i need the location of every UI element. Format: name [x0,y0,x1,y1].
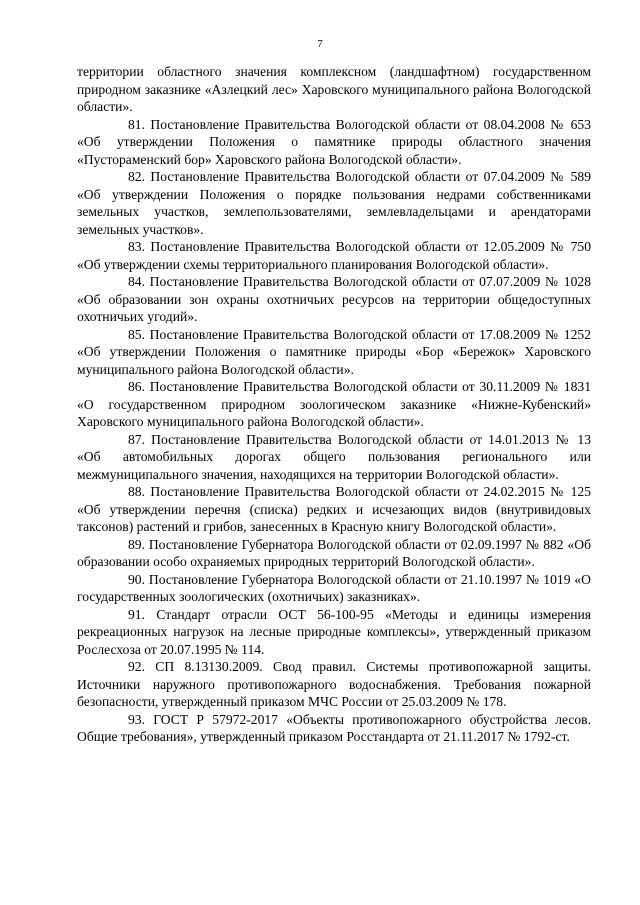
list-item-91: 91. Стандарт отрасли ОСТ 56-100-95 «Методы и единицы измерения рекреационных нагрузок на лесные природные комплексы», утвержденный приказом Рослесхоза от 20.07.1995 № 114. [77,606,591,657]
list-item-88: 88. Постановление Правительства Вологодской области от 24.02.2015 № 125 «Об утверждении перечня (списка) редких и исчезающих видов (внутривидовых таксонов) растений и грибов, занесенных в Красную книгу Вологодской области». [77,484,591,534]
continuation-paragraph: территории областного значения комплексном (ландшафтном) государственном природном заказнике «Азлецкий лес» Харовского муниципального района Вологодской области». [77,64,591,114]
list-item-92: 92. СП 8.13130.2009. Свод правил. Системы противопожарной защиты. Источники наружного противопожарного водоснабжения. Требования пожарной безопасности, утвержденный приказом МЧС России от 25.03.2009 № 178. [77,659,591,709]
list-item-93: 93. ГОСТ Р 57972-2017 «Объекты противопожарного обустройства лесов. Общие требования», утвержденный приказом Росстандарта от 21.11.2017 № 1792-ст. [77,711,591,744]
document-body [77,63,591,746]
list-item-82: 82. Постановление Правительства Вологодской области от 07.04.2009 № 589 «Об утверждении Положения о порядке пользования недрами собственниками земельных участков, землепользователями, землевладельцами и арендаторами земельных участков». [77,169,591,237]
page-number: 7 [317,38,323,50]
list-item-83: 83. Постановление Правительства Вологодской области от 12.05.2009 № 750 «Об утверждении схемы территориального планирования Вологодской области». [77,239,591,272]
list-item-87: 87. Постановление Правительства Вологодской области от 14.01.2013 № 13 «Об автомобильных дорогах общего пользования регионального или межмуниципального значения, находящихся на территории Вологодской области». [77,431,591,482]
list-item-86: 86. Постановление Правительства Вологодской области от 30.11.2009 № 1831 «О государственном природном зоологическом заказнике «Нижне-Кубенский» Харовского муниципального района Вологодской области». [77,379,591,429]
list-item-90: 90. Постановление Губернатора Вологодской области от 21.10.1997 № 1019 «О государственных зоологических (охотничьих) заказниках». [77,571,591,604]
list-item-85: 85. Постановление Правительства Вологодской области от 17.08.2009 № 1252 «Об утверждении Положения о памятнике природы «Бор «Бережок» Харовского муниципального района Вологодской области». [77,326,591,377]
list-item-81: 81. Постановление Правительства Вологодской области от 08.04.2008 № 653 «Об утверждении Положения о памятнике природы областного значения «Пустораменский бор» Харовского района Вологодской области». [77,116,591,167]
list-item-84: 84. Постановление Правительства Вологодской области от 07.07.2009 № 1028 «Об образовании зон охраны охотничьих ресурсов на территории общедоступных охотничьих угодий». [77,274,591,324]
list-item-89: 89. Постановление Губернатора Вологодской области от 02.09.1997 № 882 «Об образовании особо охраняемых природных территорий Вологодской области». [77,536,591,569]
